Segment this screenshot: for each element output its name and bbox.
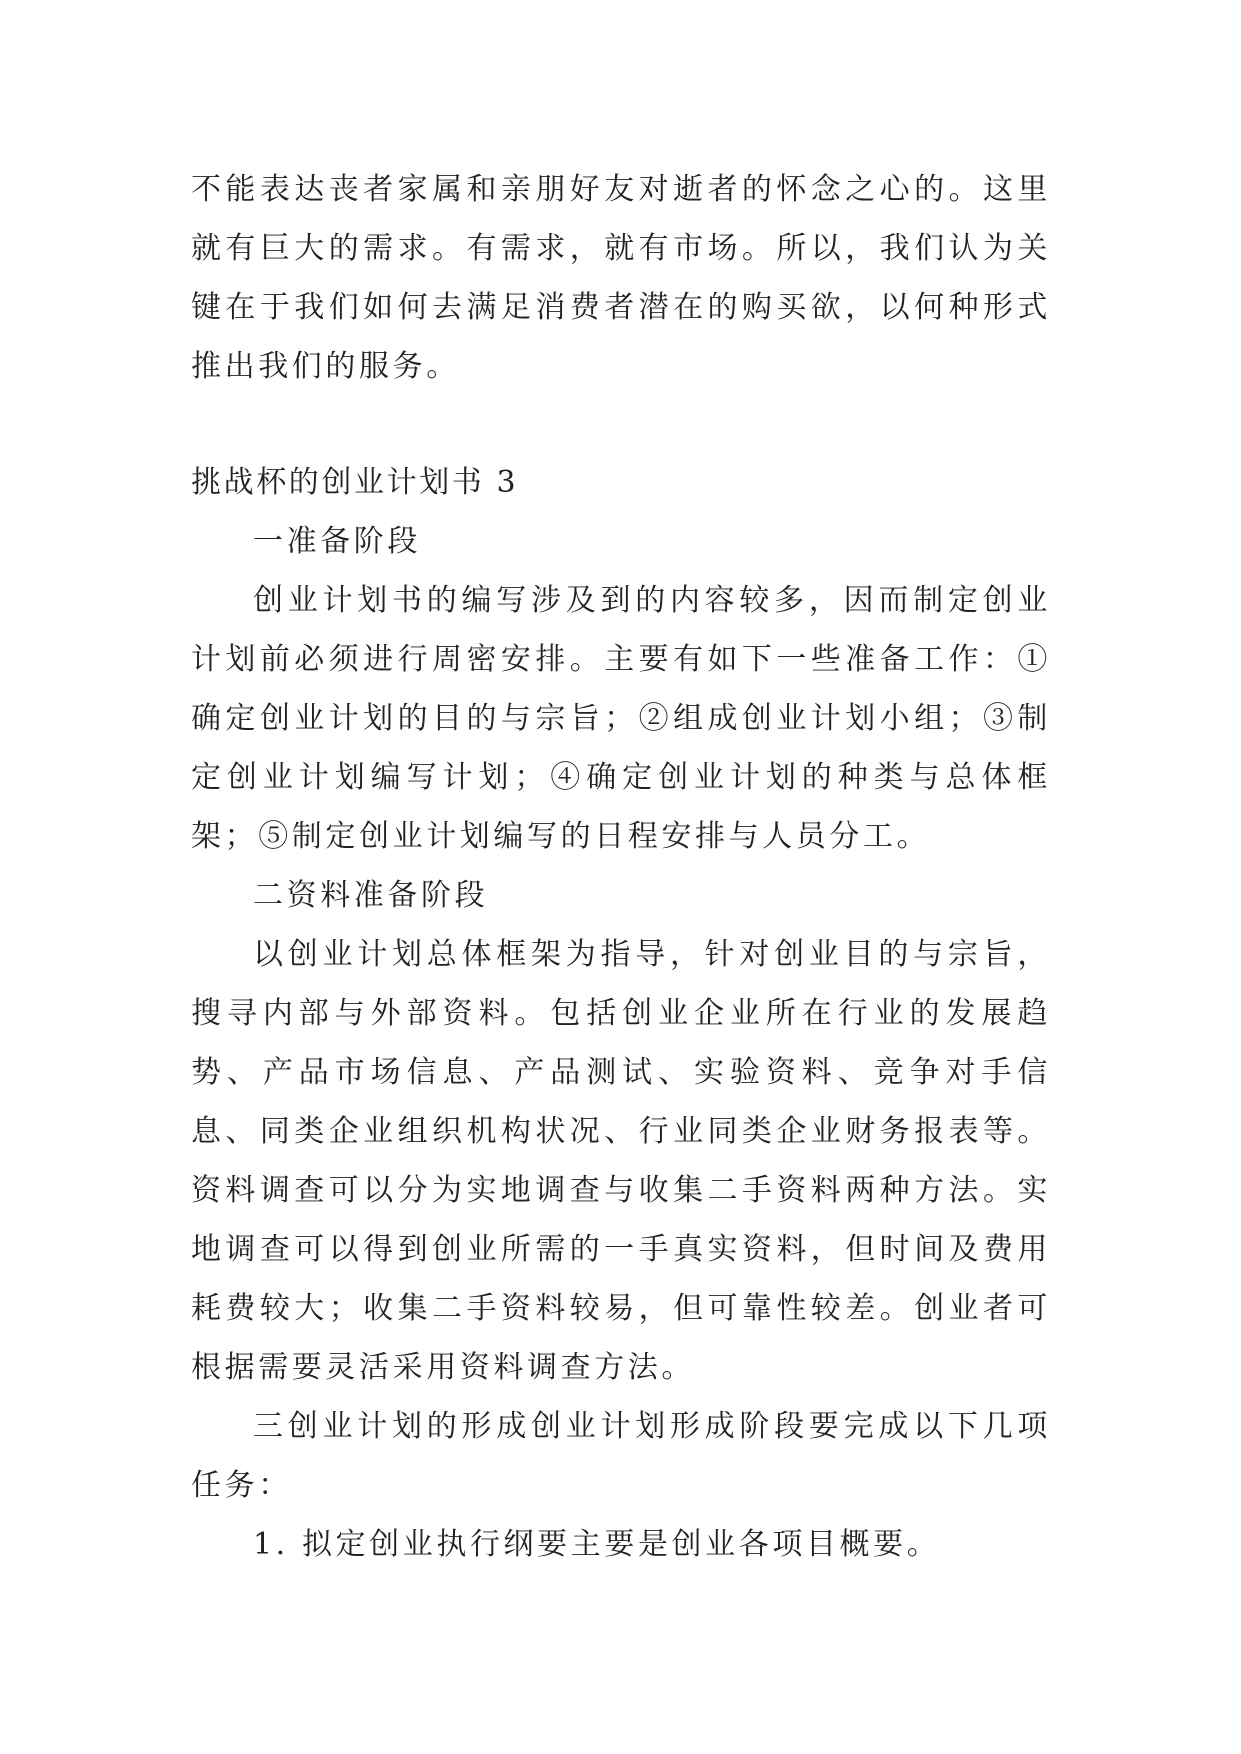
stage1-paragraph: 创业计划书的编写涉及到的内容较多，因而制定创业计划前必须进行周密安排。主要有如下一些准备工作：①确定创业计划的目的与宗旨；②组成创业计划小组；③制定创业计划编写计划；④确定创业计划的种类与总体框架；⑤制定创业计划编写的日程安排与人员分工。 bbox=[191, 583, 1051, 854]
stage1-heading: 一准备阶段 bbox=[253, 524, 421, 559]
document-body bbox=[191, 160, 1051, 1574]
stage3-paragraph: 三创业计划的形成创业计划形成阶段要完成以下几项任务： bbox=[191, 1409, 1051, 1503]
section-title: 挑战杯的创业计划书 3 bbox=[191, 465, 519, 500]
stage2-heading: 二资料准备阶段 bbox=[253, 878, 489, 913]
stage2-paragraph: 以创业计划总体框架为指导，针对创业目的与宗旨，搜寻内部与外部资料。包括创业企业所在行业的发展趋势、产品市场信息、产品测试、实验资料、竞争对手信息、同类企业组织机构状况、行业同类企业财务报表等。资料调查可以分为实地调查与收集二手资料两种方法。实地调查可以得到创业所需的一手真实资料，但时间及费用耗费较大；收集二手资料较易，但可靠性较差。创业者可根据需要灵活采用资料调查方法。 bbox=[191, 937, 1051, 1385]
list-item: 1. 拟定创业执行纲要主要是创业各项目概要。 bbox=[253, 1527, 941, 1562]
intro-paragraph: 不能表达丧者家属和亲朋好友对逝者的怀念之心的。这里就有巨大的需求。有需求，就有市场。所以，我们认为关键在于我们如何去满足消费者潜在的购买欲，以何种形式推出我们的服务。 bbox=[191, 172, 1051, 384]
